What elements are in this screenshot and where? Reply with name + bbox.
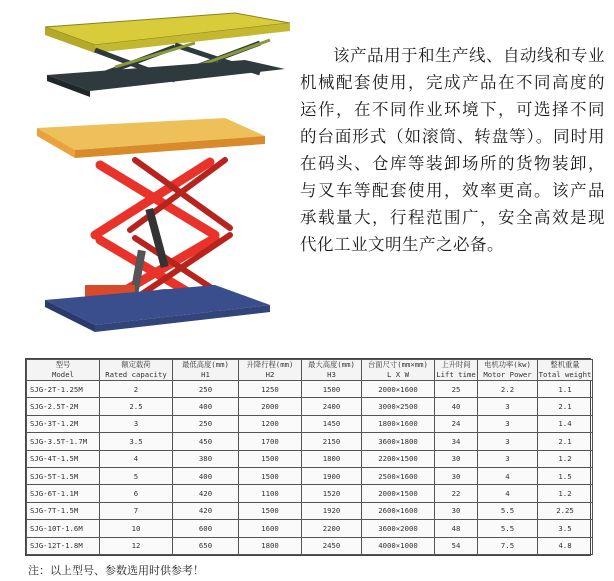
cell-rated-capacity: 2 [100,381,173,398]
table-row [27,467,593,484]
cell-h2: 1500 [239,502,302,519]
cell-h3: 2150 [302,433,362,450]
cell-model: SJG-6T-1.1M [27,485,100,502]
cell-table-size: 2500×1600 [362,467,435,484]
cell-h2: 1600 [239,520,302,537]
cell-rated-capacity: 3.5 [100,433,173,450]
cell-h3: 2450 [302,537,362,554]
cell-table-size: 2000×1600 [362,381,435,398]
header-model: 型号 Model [27,360,100,381]
cell-lift-time: 25 [435,381,478,398]
cell-motor-power: 3 [478,415,538,432]
cell-h1: 380 [173,450,239,467]
table-row [27,398,593,415]
cell-table-size: 2200×1500 [362,450,435,467]
cell-h2: 1700 [239,433,302,450]
cell-lift-time: 40 [435,398,478,415]
cell-total-weight: 1.5 [538,467,593,484]
cell-total-weight: 1.2 [538,485,593,502]
cell-h1: 650 [173,537,239,554]
cell-motor-power: 3 [478,450,538,467]
cell-model: SJG-7T-1.5M [27,502,100,519]
cell-h1: 450 [173,433,239,450]
cell-h1: 250 [173,415,239,432]
product-description: 该产品用于和生产线、自动线和专业机械配套使用，完成产品在不同高度的运作，在不同作业环境下，可选择不同的台面形式（如滚筒、转盘等）。同时用在码头、仓库等装卸场所的货物装卸，与叉车等配套使用，效率更高。该产品承载量大，行程范围广，安全高效是现代化工业文明生产之必备。 [300,46,605,254]
header-h3: 最大高度(mm) H3 [302,360,362,381]
cell-model: SJG-4T-1.5M [27,450,100,467]
cell-lift-time: 22 [435,485,478,502]
cell-lift-time: 30 [435,502,478,519]
header-table-size: 台面尺寸(mm×mm) L X W [362,360,435,381]
cell-h1: 250 [173,381,239,398]
cell-total-weight: 2.1 [538,433,593,450]
table-row [27,537,593,554]
cell-h2: 1800 [239,537,302,554]
cell-h2: 1500 [239,450,302,467]
cell-model: SJG-2.5T-2M [27,398,100,415]
cell-rated-capacity: 10 [100,520,173,537]
table-row [27,433,593,450]
cell-h3: 1800 [302,450,362,467]
cell-table-size: 1800×1600 [362,415,435,432]
cell-motor-power: 3 [478,433,538,450]
cell-total-weight: 1.1 [538,381,593,398]
cell-total-weight: 4.8 [538,537,593,554]
cell-rated-capacity: 7 [100,502,173,519]
table-header-row [27,360,593,381]
header-total-weight: 整机重量 Total weight [538,360,592,379]
header-motor-power: 电机功率(kw) Motor Power [478,360,538,381]
cell-h3: 1500 [302,381,362,398]
cell-h2: 1500 [239,467,302,484]
table-row [27,381,593,398]
cell-lift-time: 34 [435,433,478,450]
cell-rated-capacity: 6 [100,485,173,502]
cell-motor-power: 4 [478,467,538,484]
spec-table [25,358,591,556]
cell-total-weight: 2.1 [538,398,593,415]
cell-h3: 1900 [302,467,362,484]
cell-table-size: 2600×1600 [362,502,435,519]
cell-lift-time: 30 [435,467,478,484]
cell-model: SJG-5T-1.5M [27,467,100,484]
cell-motor-power: 4 [478,485,538,502]
cell-model: SJG-3.5T-1.7M [27,433,100,450]
cell-rated-capacity: 5 [100,467,173,484]
cell-table-size: 3600×2000 [362,520,435,537]
cell-rated-capacity: 12 [100,537,173,554]
cell-motor-power: 5.5 [478,502,538,519]
table-row [27,415,593,432]
cell-total-weight: 2.25 [538,502,593,519]
cell-table-size: 3600×1800 [362,433,435,450]
header-h1: 最低高度(mm) H1 [173,360,239,381]
cell-motor-power: 5.5 [478,520,538,537]
cell-rated-capacity: 4 [100,450,173,467]
cell-rated-capacity: 2.5 [100,398,173,415]
cell-lift-time: 30 [435,450,478,467]
cell-total-weight: 1.4 [538,415,593,432]
cell-h3: 2400 [302,398,362,415]
cell-model: SJG-10T-1.6M [27,520,100,537]
cell-h2: 1100 [239,485,302,502]
cell-total-weight: 3.5 [538,520,593,537]
cell-model: SJG-12T-1.8M [27,537,100,554]
cell-table-size: 4000×1000 [362,537,435,554]
table-row [27,450,593,467]
cell-rated-capacity: 3 [100,415,173,432]
cell-motor-power: 7.5 [478,537,538,554]
cell-h3: 1520 [302,485,362,502]
footnote: 注：以上型号、参数选用时供参考！ [28,564,204,577]
double-scissor-lift-illustration [25,110,285,350]
cell-motor-power: 2.2 [478,381,538,398]
cell-h1: 600 [173,520,239,537]
cell-lift-time: 48 [435,520,478,537]
cell-model: SJG-2T-1.25M [27,381,100,398]
cell-h3: 1450 [302,415,362,432]
cell-h2: 1250 [239,381,302,398]
header-lift-time: 上升时间 Lift time [436,360,476,379]
cell-h3: 1920 [302,502,362,519]
cell-table-size: 3000×2500 [362,398,435,415]
header-rated-capacity: 额定载荷 Rated capacity [100,360,173,381]
table-row [27,485,593,502]
cell-h1: 420 [173,502,239,519]
table-row [27,502,593,519]
header-h2: 升降行程(mm) H2 [239,360,302,381]
cell-h1: 400 [173,398,239,415]
cell-h2: 2000 [239,398,302,415]
cell-lift-time: 24 [435,415,478,432]
cell-motor-power: 3 [478,398,538,415]
cell-table-size: 2000×1500 [362,485,435,502]
cell-model: SJG-3T-1.2M [27,415,100,432]
cell-h1: 420 [173,485,239,502]
low-scissor-lift-illustration [35,5,295,100]
cell-lift-time: 54 [435,537,478,554]
cell-h3: 2200 [302,520,362,537]
cell-h2: 1200 [239,415,302,432]
cell-total-weight: 1.2 [538,450,593,467]
cell-h1: 400 [173,467,239,484]
table-row [27,520,593,537]
